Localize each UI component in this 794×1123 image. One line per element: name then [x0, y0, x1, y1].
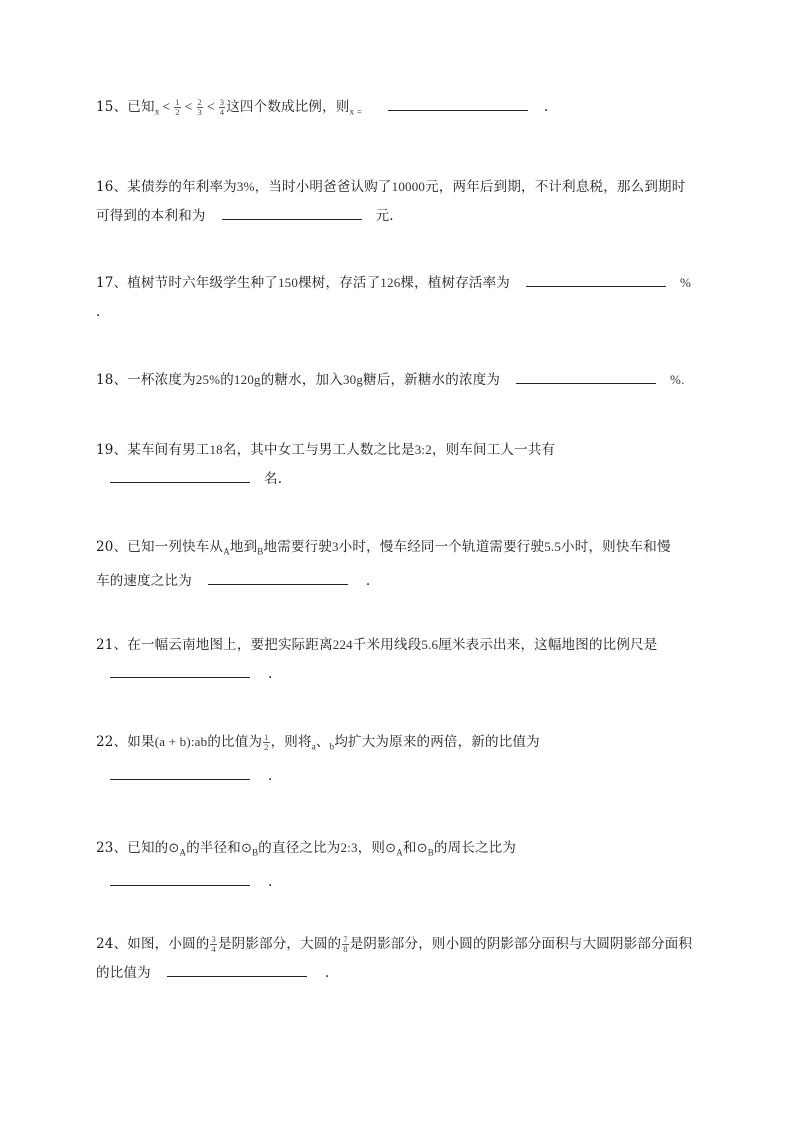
circle-symbol: ⊙ — [241, 840, 253, 855]
fraction: $\frac{3}{4}$ — [211, 934, 216, 954]
question-end: . — [268, 873, 273, 890]
question-text: 、 — [315, 734, 330, 750]
question-text: 如果 — [127, 734, 155, 750]
question-24 — [96, 930, 706, 988]
question-text: 地需要行驶 — [263, 539, 332, 555]
question-text: 厘米表示出来，这幅地图的比例尺是 — [438, 637, 658, 653]
question-text: 已知的 — [127, 840, 169, 856]
question-text: 糖后，新糖水的浓度为 — [363, 372, 501, 388]
math-value: 10000 — [391, 179, 426, 194]
question-text: 的比值为 — [207, 734, 263, 750]
math-symbol: < — [184, 99, 193, 114]
answer-blank[interactable] — [110, 871, 250, 886]
math-symbol: < — [162, 99, 171, 114]
question-16 — [96, 172, 706, 231]
answer-unit: %. — [670, 372, 685, 387]
math-value: 126 — [380, 275, 401, 290]
math-var: A — [179, 847, 187, 858]
question-text: ，则将 — [270, 734, 312, 750]
math-value: 5.5 — [544, 539, 562, 554]
question-text: 小时，慢车经同一个轨道需要行驶 — [338, 539, 545, 555]
math-value: 25% — [195, 372, 221, 387]
math-var: b — [329, 741, 335, 752]
question-text: 植树节时六年级学生种了 — [127, 275, 278, 291]
question-number: 15、 — [96, 99, 128, 115]
answer-unit: % — [680, 275, 692, 290]
question-21 — [96, 630, 706, 689]
question-number: 20、 — [96, 539, 128, 555]
math-value: 3% — [236, 179, 255, 194]
question-number: 19、 — [96, 442, 128, 458]
question-text: 和 — [402, 840, 417, 856]
question-text: 棵，植树存活率为 — [400, 275, 511, 291]
question-number: 21、 — [96, 637, 128, 653]
question-text: 名，其中女工与男工人数之比是 — [222, 442, 415, 458]
answer-blank[interactable] — [167, 962, 307, 977]
question-number: 23、 — [96, 840, 128, 856]
answer-blank[interactable] — [516, 369, 656, 384]
question-number: 18、 — [96, 372, 128, 388]
circle-symbol: ⊙ — [416, 840, 428, 855]
answer-blank[interactable] — [110, 663, 250, 678]
question-text: 的 — [220, 372, 234, 388]
circle-symbol: ⊙ — [385, 840, 397, 855]
question-text: 棵树，存活了 — [298, 275, 381, 291]
question-text: 这四个数成比例，则 — [226, 99, 350, 115]
question-number: 22、 — [96, 734, 128, 750]
question-text: 的比值为 — [96, 965, 151, 981]
answer-blank[interactable] — [110, 765, 250, 780]
math-value: 224 — [332, 637, 353, 652]
fraction: $\frac{1}{2}$ — [264, 732, 269, 752]
question-18 — [96, 365, 706, 395]
question-end: . — [324, 965, 330, 981]
math-var: x — [154, 106, 160, 117]
math-value: 150 — [277, 275, 299, 290]
question-text: 的直径之比为 — [258, 840, 341, 856]
fraction: $\frac{3}{4}$ — [219, 97, 225, 117]
question-number: 24、 — [96, 936, 128, 952]
math-var: A — [223, 546, 230, 557]
question-text: 地到 — [229, 539, 258, 555]
fraction: $\frac{7}{8}$ — [343, 934, 348, 954]
fraction: $\frac{1}{2}$ — [175, 97, 180, 117]
fraction: $\frac{2}{3}$ — [197, 97, 202, 117]
answer-unit: 元. — [375, 208, 394, 224]
question-text: 已知一列快车从 — [127, 539, 224, 555]
answer-unit: 名. — [264, 471, 283, 487]
question-end: . — [543, 99, 549, 115]
question-23 — [96, 833, 706, 897]
math-symbol: < — [206, 99, 215, 114]
question-text: 一杯浓度为 — [127, 372, 196, 388]
math-value: 18 — [209, 442, 223, 457]
question-text: 均扩大为原来的两倍，新的比值为 — [334, 734, 540, 750]
question-text: 已知 — [127, 99, 155, 115]
question-end: . — [96, 304, 101, 320]
question-text: 千米用线段 — [352, 637, 422, 653]
math-var: A — [396, 847, 403, 858]
math-value: 120g — [233, 372, 261, 387]
question-text: 小时，则快车和慢 — [561, 539, 671, 555]
math-var: B — [427, 847, 434, 858]
answer-blank[interactable] — [222, 205, 362, 220]
answer-blank[interactable] — [110, 468, 250, 483]
math-var: B — [252, 847, 259, 858]
question-20 — [96, 532, 706, 596]
question-text: 某车间有男工 — [127, 442, 210, 458]
question-text: 可得到的本利和为 — [96, 208, 206, 224]
question-text: 在一幅云南地图上，要把实际距离 — [127, 637, 333, 653]
question-end: . — [365, 572, 371, 589]
question-text: ，则车间工人一共有 — [431, 442, 556, 458]
question-end: . — [268, 767, 273, 784]
question-text: 的糖水，加入 — [260, 372, 343, 388]
math-value: 3 — [332, 539, 339, 554]
answer-blank[interactable] — [208, 570, 348, 585]
question-end: . — [268, 666, 273, 682]
question-22 — [96, 727, 706, 791]
question-text: ，当时小明爸爸认购了 — [254, 179, 392, 195]
math-value: 2:3 — [340, 840, 358, 855]
answer-blank[interactable] — [388, 96, 528, 111]
question-number: 16、 — [96, 179, 128, 195]
math-var: B — [257, 546, 264, 557]
question-text: 某债券的年利率为 — [127, 179, 237, 195]
math-value: 5.6 — [421, 637, 439, 652]
question-text: 是阴影部分，大圆的 — [217, 936, 342, 952]
answer-blank[interactable] — [526, 272, 666, 287]
question-text: 车的速度之比为 — [96, 572, 192, 589]
math-var: a — [311, 741, 316, 752]
math-expression: (a + b):ab — [154, 734, 208, 749]
question-number: 17、 — [96, 275, 128, 291]
circle-symbol: ⊙ — [168, 840, 180, 855]
question-text: 如图，小圆的 — [127, 936, 210, 952]
math-value: 3:2 — [414, 442, 432, 457]
question-15 — [96, 92, 706, 127]
question-text: 元，两年后到期，不计利息税，那么到期时 — [425, 179, 686, 195]
question-text: ，则 — [357, 840, 386, 856]
question-17 — [96, 268, 706, 327]
question-19 — [96, 435, 706, 494]
math-expression: x = — [349, 106, 362, 117]
math-value: 30g — [342, 372, 364, 387]
question-text: 的半径和 — [186, 840, 241, 856]
question-text: 的周长之比为 — [433, 840, 517, 856]
question-text: 是阴影部分，则小圆的阴影部分面积与大圆阴影部分面积 — [349, 936, 693, 952]
